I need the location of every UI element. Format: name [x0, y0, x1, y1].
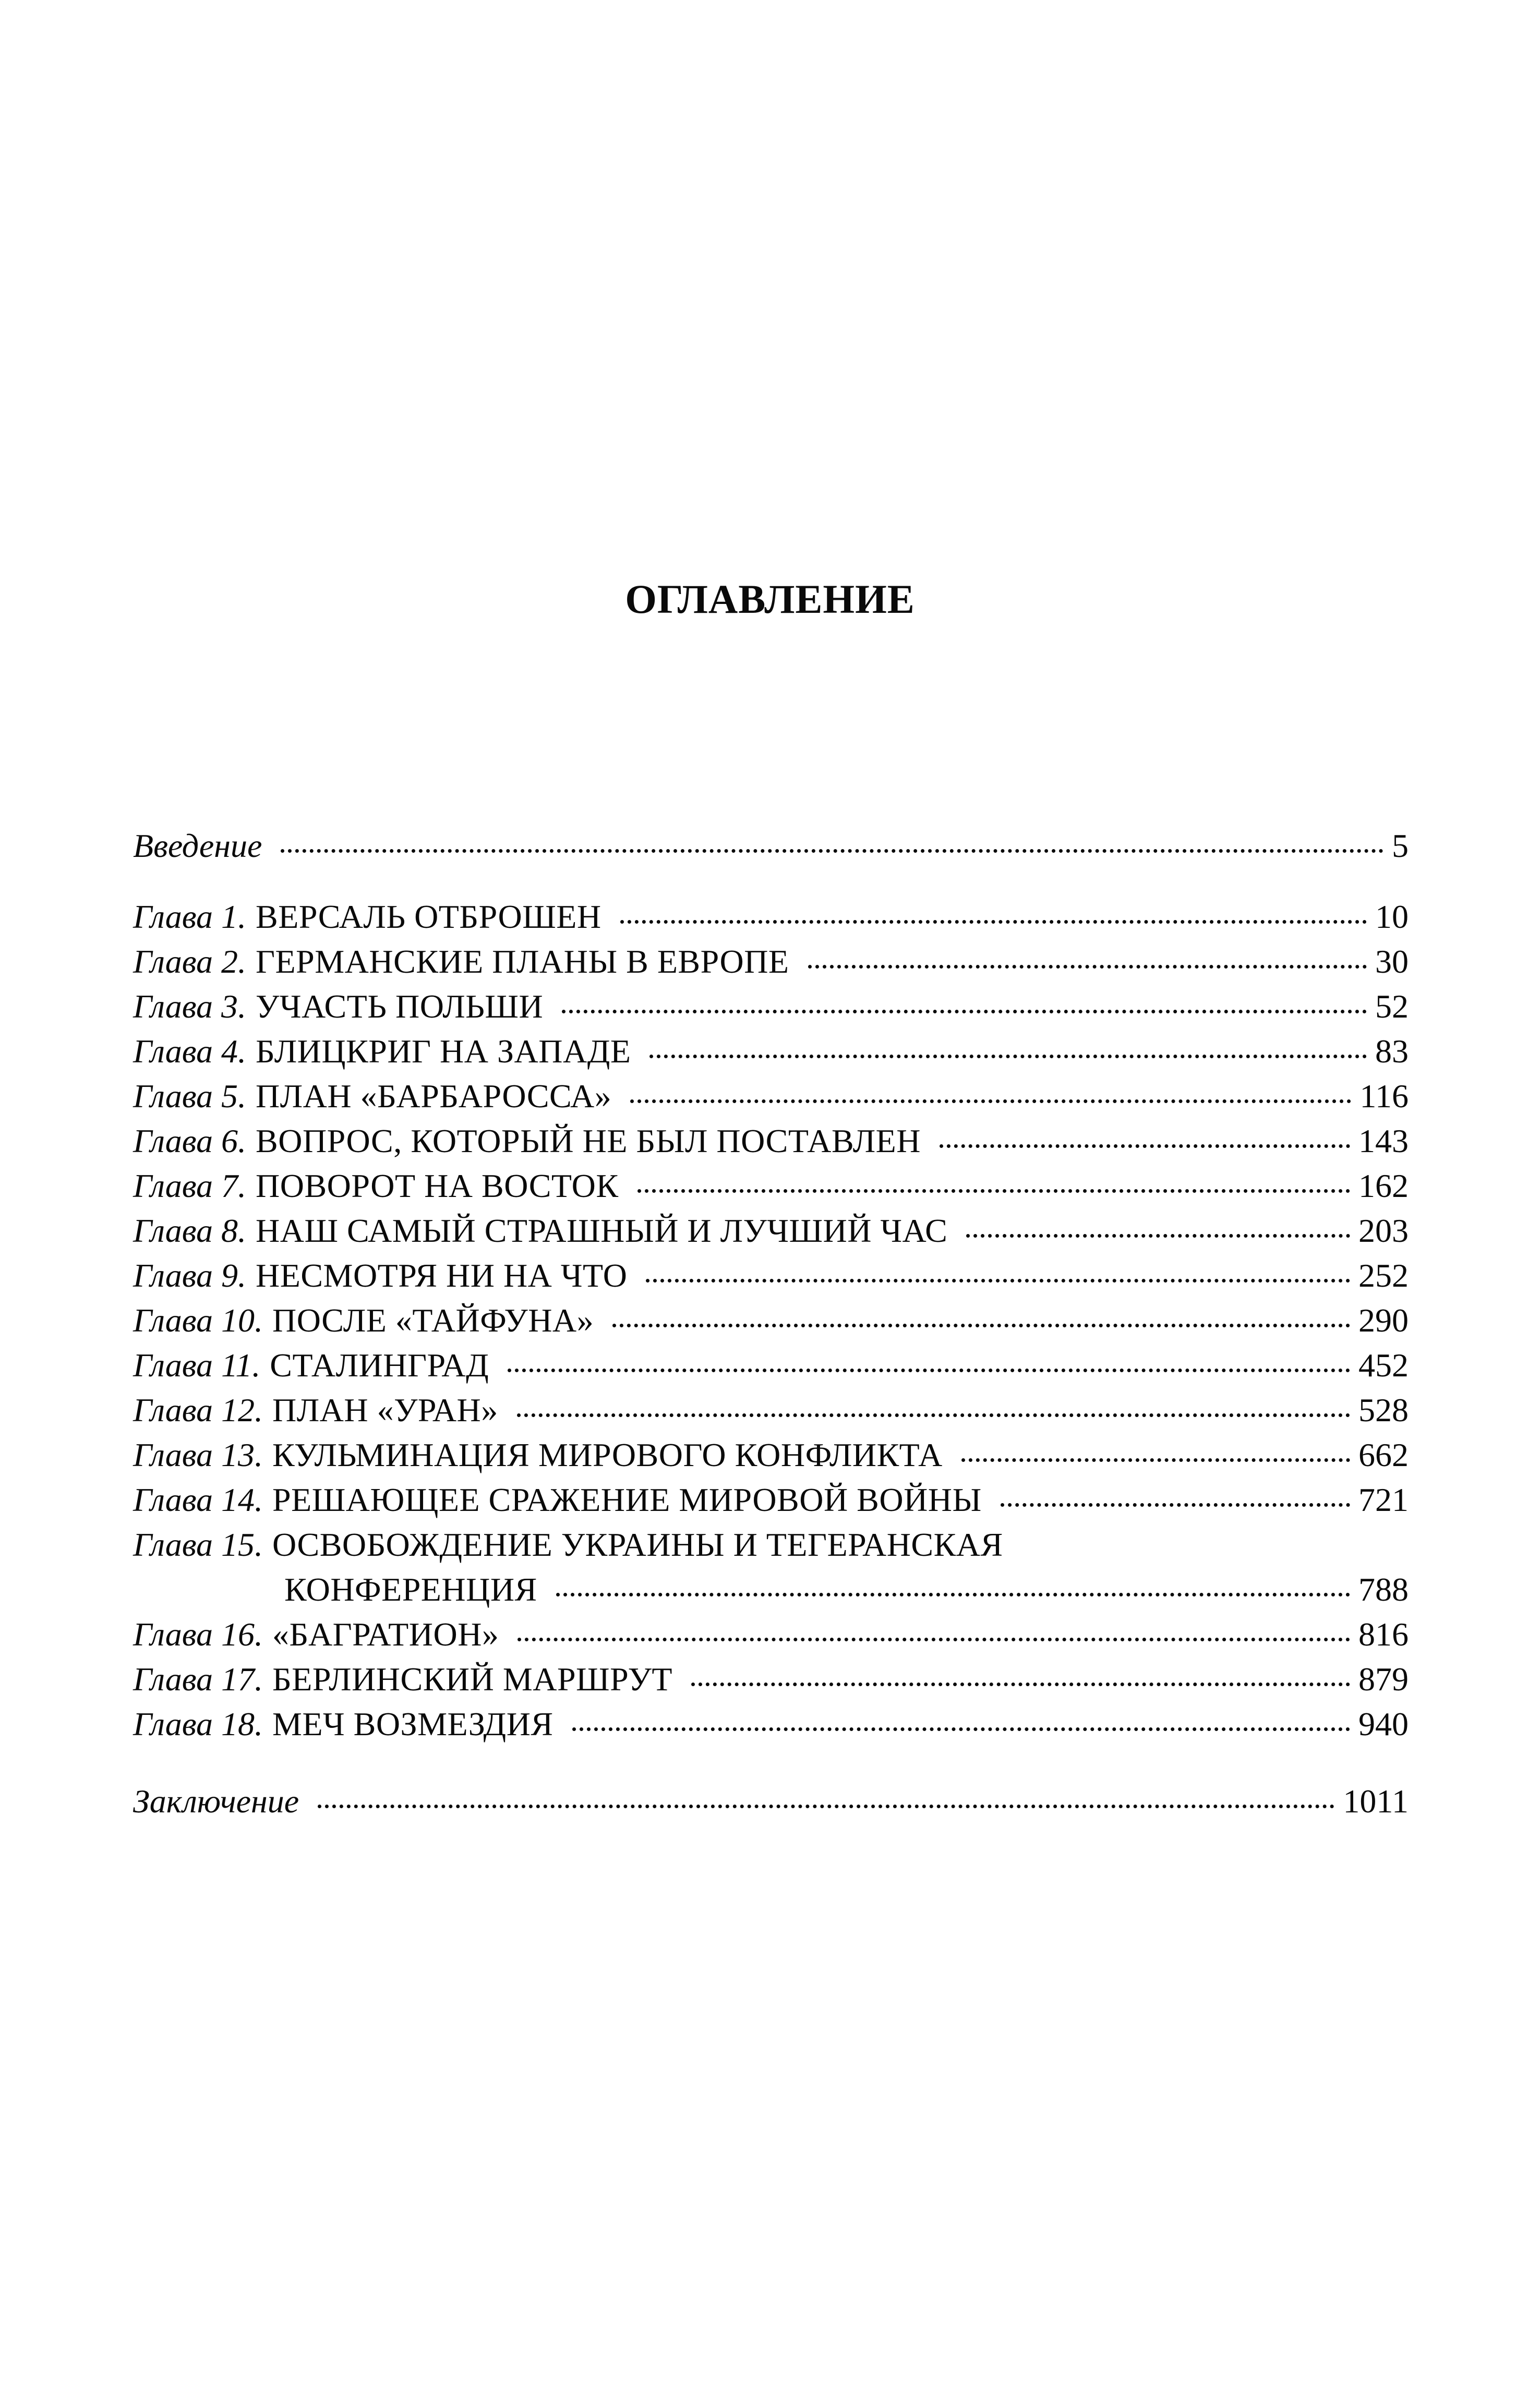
- toc-page-number: 528: [1358, 1391, 1409, 1429]
- toc-entry-title: КУЛЬМИНАЦИЯ МИРОВОГО КОНФЛИКТА: [272, 1436, 943, 1473]
- toc-entry-label: Глава 16.: [133, 1616, 263, 1653]
- toc-entry-title: ПОСЛЕ «ТАЙФУНА»: [272, 1302, 594, 1339]
- toc-page-number: 816: [1358, 1616, 1409, 1653]
- toc-page-number: 879: [1358, 1661, 1409, 1698]
- toc-entry-label: Введение: [133, 827, 262, 864]
- toc-page-number: 252: [1358, 1257, 1409, 1294]
- toc-entry-chapter-11[interactable]: [133, 1349, 1409, 1382]
- toc-entry-title: «БАГРАТИОН»: [272, 1616, 499, 1653]
- dot-leader: [572, 1727, 1350, 1731]
- toc-entry-label: Глава 5.: [133, 1078, 247, 1115]
- toc-page-number: 1011: [1343, 1783, 1409, 1820]
- toc-entry-label: Глава 8.: [133, 1212, 247, 1249]
- toc-entry-label: Глава 15.: [133, 1526, 263, 1563]
- dot-leader: [518, 1638, 1350, 1641]
- toc-page-number: 788: [1358, 1571, 1409, 1608]
- dot-leader: [808, 965, 1367, 969]
- toc-entry-chapter-15-continued[interactable]: [284, 1573, 1409, 1606]
- toc-entry-title-continued: КОНФЕРЕНЦИЯ: [284, 1571, 537, 1608]
- dot-leader: [966, 1234, 1350, 1238]
- dot-leader: [612, 1324, 1350, 1327]
- toc-entry-conclusion[interactable]: [133, 1785, 1409, 1818]
- toc-entry-title: УЧАСТЬ ПОЛЬШИ: [256, 988, 544, 1025]
- toc-entry-chapter-7[interactable]: [133, 1169, 1409, 1203]
- dot-leader: [649, 1055, 1367, 1058]
- toc-page-number: 52: [1375, 988, 1409, 1025]
- toc-page-number: 143: [1358, 1122, 1409, 1159]
- dot-leader: [1001, 1503, 1350, 1507]
- toc-entry-title: ВОПРОС, КОТОРЫЙ НЕ БЫЛ ПОСТАВЛЕН: [256, 1122, 921, 1159]
- table-of-contents: [133, 0, 1409, 2408]
- toc-entry-label: Глава 18.: [133, 1705, 263, 1743]
- dot-leader: [637, 1189, 1350, 1193]
- toc-entry-title: РЕШАЮЩЕЕ СРАЖЕНИЕ МИРОВОЙ ВОЙНЫ: [272, 1481, 982, 1518]
- dot-leader: [630, 1099, 1351, 1103]
- toc-entry-title: НЕСМОТРЯ НИ НА ЧТО: [256, 1257, 628, 1294]
- toc-entry-title: ПОВОРОТ НА ВОСТОК: [256, 1167, 619, 1204]
- page-title: ОГЛАВЛЕНИЕ: [625, 576, 915, 622]
- toc-page-number: 162: [1358, 1167, 1409, 1204]
- dot-leader: [508, 1369, 1350, 1372]
- toc-entry-chapter-1[interactable]: [133, 900, 1409, 934]
- dot-leader: [940, 1144, 1350, 1148]
- toc-entry-chapter-2[interactable]: [133, 945, 1409, 978]
- toc-entry-title: БЕРЛИНСКИЙ МАРШРУТ: [272, 1661, 672, 1698]
- toc-entry-title: ПЛАН «УРАН»: [272, 1391, 498, 1429]
- toc-entry-title: СТАЛИНГРАД: [270, 1347, 489, 1384]
- toc-entry-label: Глава 14.: [133, 1481, 263, 1518]
- toc-entry-chapter-10[interactable]: [133, 1304, 1409, 1337]
- toc-entry-title: ВЕРСАЛЬ ОТБРОШЕН: [256, 898, 601, 935]
- toc-entry-title: МЕЧ ВОЗМЕЗДИЯ: [272, 1705, 554, 1743]
- toc-entry-label: Глава 13.: [133, 1436, 263, 1473]
- toc-entry-label: Глава 10.: [133, 1302, 263, 1339]
- toc-entry-label: Глава 17.: [133, 1661, 263, 1698]
- toc-entry-chapter-9[interactable]: [133, 1259, 1409, 1292]
- toc-entry-chapter-8[interactable]: [133, 1214, 1409, 1248]
- toc-entry-title: ГЕРМАНСКИЕ ПЛАНЫ В ЕВРОПЕ: [256, 943, 789, 980]
- toc-entry-chapter-14[interactable]: [133, 1483, 1409, 1517]
- toc-page-number: 83: [1375, 1033, 1409, 1070]
- dot-leader: [691, 1683, 1350, 1686]
- toc-entry-label: Глава 11.: [133, 1347, 261, 1384]
- toc-entry-chapter-16[interactable]: [133, 1618, 1409, 1651]
- toc-entry-chapter-12[interactable]: [133, 1391, 1409, 1429]
- toc-page-number: 721: [1358, 1481, 1409, 1518]
- toc-entry-label: Глава 2.: [133, 943, 247, 980]
- toc-entry-chapter-15[interactable]: [133, 1528, 1409, 1562]
- dot-leader: [961, 1458, 1350, 1462]
- toc-entry-label: Глава 7.: [133, 1167, 247, 1204]
- dot-leader: [620, 920, 1367, 924]
- toc-page-number: 203: [1358, 1212, 1409, 1249]
- toc-entry-chapter-18[interactable]: [133, 1705, 1409, 1743]
- toc-entry-label: Глава 6.: [133, 1122, 247, 1159]
- toc-entry-label: Глава 3.: [133, 988, 247, 1025]
- toc-entry-label: Заключение: [133, 1783, 299, 1820]
- toc-page-number: 452: [1358, 1347, 1409, 1384]
- toc-page-number: 5: [1392, 827, 1409, 864]
- toc-entry-introduction[interactable]: [133, 829, 1409, 863]
- dot-leader: [318, 1805, 1334, 1808]
- toc-entry-label: Глава 9.: [133, 1257, 247, 1294]
- toc-page-number: 116: [1359, 1078, 1409, 1115]
- toc-entry-label: Глава 12.: [133, 1391, 263, 1429]
- toc-entry-chapter-3[interactable]: [133, 990, 1409, 1023]
- toc-entry-chapter-4[interactable]: [133, 1035, 1409, 1068]
- dot-leader: [281, 849, 1383, 853]
- toc-entry-title: НАШ САМЫЙ СТРАШНЫЙ И ЛУЧШИЙ ЧАС: [256, 1212, 948, 1249]
- toc-page-number: 940: [1358, 1705, 1409, 1743]
- toc-page-number: 290: [1358, 1302, 1409, 1339]
- toc-page-number: 30: [1375, 943, 1409, 980]
- toc-entry-label: Глава 1.: [133, 898, 247, 935]
- toc-entry-chapter-17[interactable]: [133, 1663, 1409, 1696]
- toc-entry-chapter-6[interactable]: [133, 1124, 1409, 1158]
- toc-entry-label: Глава 4.: [133, 1033, 247, 1070]
- toc-entry-title: ПЛАН «БАРБАРОССА»: [256, 1078, 612, 1115]
- dot-leader: [517, 1413, 1350, 1417]
- dot-leader: [562, 1010, 1367, 1013]
- dot-leader: [646, 1279, 1350, 1282]
- toc-entry-chapter-5[interactable]: [133, 1080, 1409, 1113]
- toc-page-number: 10: [1375, 898, 1409, 935]
- dot-leader: [556, 1593, 1350, 1596]
- toc-entry-chapter-13[interactable]: [133, 1438, 1409, 1472]
- toc-page-number: 662: [1358, 1436, 1409, 1473]
- toc-entry-title: ОСВОБОЖДЕНИЕ УКРАИНЫ И ТЕГЕРАНСКАЯ: [272, 1526, 1003, 1563]
- toc-entry-title: БЛИЦКРИГ НА ЗАПАДЕ: [256, 1033, 631, 1070]
